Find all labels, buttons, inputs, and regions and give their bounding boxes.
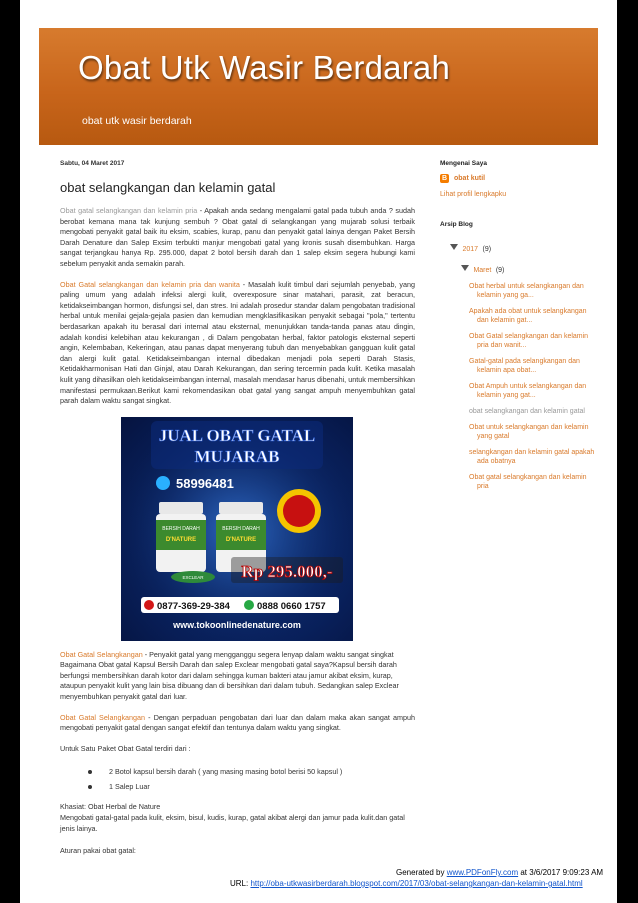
paragraph-text: Mengobati gatal-gatal pada kulit, eksim, bisul, kudis, kurap, gatal akibat alergi dan jamur pada kulit.dan gatal jenis lainya.: [60, 813, 405, 833]
archive-month: [461, 259, 620, 277]
paragraph-text: Bagaimana Obat gatal Kapsul Bersih Darah dan salep Exclear mengobati gatal saya?Kapsul bersih darah berfungsi membersihkan darah kotor dari dalam sehingga kuman bakteri atau jamur akibat eksim, kurap, ataupun penyakit kulit yang lain bisa dibuang dan di bersihkan dari dalam tubuh. Sedangkan salep Exclear menyembuhkan penyakit gatal dari luar.: [60, 660, 399, 702]
paragraph-text: - Masalah kulit timbul dari sejumlah penyebab, yang paling umum yang adalah infeksi alergi kulit, overexposure sinar matahari, parasit, zat beracun, ketidakseimbangan hormon, disfungsi sel, dan stres. Ini adalah prosedur standar dalam pengobatan tradisional herbal untuk menilai gejala-gejala pasien dan kemudian mengklasifikasikan penyakit sebagai "pola," tertentu berdasarkan apakah itu berasal dari internal atau eksternal, menunjukkan tanda-tanda panas atau dingin, adalah kondisi kelebihan atau kekurangan , di Dalam pengobatan herbal, faktor patologis eksternal seperti angin, Kelembaban, Kekeringan, atau panas dapat menyerang tubuh dan menyebabkan gangguan kulit gatal dan alergi kulit gatal. Ketidakseimbangan internal dibedakan menjadi pola seperti Darah Stasis, Ketidakharmonisan Hati dan Ginjal, atau Darah Kekurangan, dan sering tercermin pada kulit. Ketika masalah kulit yang dihasilkan oleh ketidakseimbangan internal, masalah mendasar harus dibenahi, untuk membersihkan manifestasi permukaan.Berikut kami rekomendasikan obat gatal yang sangat ampuh menyembuhkan gatal parah dalam waktu sangat singkat.: [60, 279, 416, 406]
image-phone-2: 0888 0660 1757: [257, 600, 326, 612]
product-photo-graphic: [121, 417, 353, 641]
archive-heading: Arsip Blog: [440, 221, 473, 228]
page: [20, 0, 617, 903]
image-banner-2: MUJARAB: [194, 446, 280, 466]
archive-post-list: [469, 282, 597, 491]
post-date: Sabtu, 04 Maret 2017: [60, 160, 125, 167]
whatsapp-icon: [244, 600, 254, 610]
salve-tube: [171, 571, 215, 583]
bottle-label: BERSIH DARAH: [222, 525, 260, 532]
archive-post-link[interactable]: Obat herbal untuk selangkangan dan kelamin yang ga...: [469, 283, 584, 299]
collapse-arrow-icon[interactable]: [461, 265, 469, 271]
paragraph: [60, 280, 415, 407]
paragraph-text: - Apakah anda sedang mengalami gatal pada tubuh anda ? sudah berobat kemana mana tak kunjung sembuh ? Obat gatal di selangkangan yang mujarab solusi terbaik mengobati penyakit gatal baik itu eksim, scabies, kurap, panu dan penyakit gatal lainya dengan Paket Bersih Darah Denature dan Salep Exsim terbukti manjur mengobati gatal yang kronis susah disembuhkan. Harga sangat terjangkau hanya Rp. 295.000, dapat 2 botol bersih darah dan 1 salep eksim segera hubungi kami sebelum penyakit anda semakin parah.: [60, 206, 415, 268]
paragraph: Aturan pakai obat gatal:: [60, 846, 136, 856]
site-description: obat utk wasir berdarah: [82, 115, 192, 127]
bottle-left: [156, 502, 206, 572]
image-site: www.tokoonlinedenature.com: [173, 619, 301, 630]
generated-line: [396, 868, 603, 877]
post-link[interactable]: Obat Gatal Selangkangan: [60, 649, 143, 659]
post-link[interactable]: Obat gatal selangkangan dan kelamin pria: [60, 206, 198, 215]
profile-link[interactable]: Lihat profil lengkapku: [440, 191, 507, 198]
sidebar: [440, 160, 620, 498]
post-link[interactable]: Obat Gatal selangkangan dan kelamin pria dan wanita: [60, 279, 240, 289]
bottle-label: BERSIH DARAH: [162, 525, 200, 532]
archive-year: [450, 238, 620, 256]
url-line: [230, 879, 583, 888]
paragraph: [60, 713, 415, 734]
main-column: [60, 160, 415, 867]
phone-icon: [144, 600, 154, 610]
paragraph-text: - Dengan perpaduan pengobatan dari luar dan dalam maka akan sangat ampuh mengobati penyakit gatal dengan sangat efektif dan tentunya dalam waktu yang singkat.: [60, 712, 416, 733]
image-phone-top: 58996481: [176, 475, 234, 491]
paragraph: [60, 802, 415, 834]
bottle-brand: D'NATURE: [165, 536, 197, 543]
archive-month-link[interactable]: Maret: [473, 267, 492, 274]
list-item: 2 Botol kapsul bersih darah ( yang masing masing botol berisi 50 kapsul ): [60, 764, 415, 779]
archive-year-count: (9): [482, 246, 492, 253]
collapse-arrow-icon[interactable]: [450, 244, 458, 250]
paragraph: [60, 650, 415, 703]
profile-name[interactable]: obat kutil: [454, 175, 486, 182]
about-heading: Mengenai Saya: [440, 160, 487, 167]
archive-post-link[interactable]: selangkangan dan kelamin gatal apakah ada obatnya: [469, 449, 595, 465]
paragraph-text: Khasiat: Obat Herbal de Nature: [60, 802, 161, 812]
page-url-link[interactable]: http://oba-utkwasirberdarah.blogspot.com/2017/03/obat-selangkangan-dan-kelamin-gatal.html: [250, 879, 583, 888]
footer-text: at 3/6/2017 9:09:23 AM: [518, 868, 604, 877]
bbm-icon: [156, 476, 170, 490]
site-title[interactable]: Obat Utk Wasir Berdarah: [78, 49, 450, 86]
archive-post-link[interactable]: Obat Gatal selangkangan dan kelamin pria dan wanit...: [469, 333, 589, 349]
blogger-icon[interactable]: B: [441, 175, 448, 182]
archive-post-current[interactable]: obat selangkangan dan kelamin gatal: [469, 408, 585, 415]
product-image[interactable]: [121, 417, 353, 641]
footer-text: URL:: [230, 879, 251, 888]
image-price: Rp 295.000,-: [241, 561, 333, 581]
archive-post-link[interactable]: Obat gatal selangkangan dan kelamin pria: [469, 474, 587, 490]
image-banner-1: JUAL OBAT GATAL: [158, 425, 316, 445]
archive-month-count: (9): [495, 267, 505, 274]
tube-label: EXCLEAR: [182, 574, 204, 580]
blog-header: [39, 28, 598, 145]
archive-year-link[interactable]: 2017: [462, 246, 479, 253]
paragraph: Untuk Satu Paket Obat Gatal terdiri dari :: [60, 743, 191, 753]
archive-post-link[interactable]: Gatal-gatal pada selangkangan dan kelamin apa obat...: [469, 358, 580, 374]
image-phone-1: 0877-369-29-384: [157, 600, 230, 612]
package-list: [60, 764, 415, 794]
list-item: 1 Salep Luar: [60, 779, 415, 794]
paragraph: [60, 206, 415, 270]
post-title[interactable]: obat selangkangan dan kelamin gatal: [60, 180, 276, 195]
paragraph-text: - Penyakit gatal yang mengganggu segera lenyap dalam waktu sangat singkat: [142, 649, 394, 659]
archive-post-link[interactable]: Obat Ampuh untuk selangkangan dan kelamin yang gat...: [469, 383, 587, 399]
profile-row: [440, 174, 620, 183]
post-link[interactable]: Obat Gatal Selangkangan: [60, 712, 146, 722]
pdfonfly-link[interactable]: www.PDFonFly.com: [446, 868, 519, 877]
archive-post-link[interactable]: Obat untuk selangkangan dan kelamin yang gatal: [469, 424, 589, 440]
archive-post-link[interactable]: Apakah ada obat untuk selangkangan dan kelamin gat...: [469, 308, 587, 324]
bottle-brand: D'NATURE: [225, 536, 257, 543]
footer-text: Generated by: [396, 868, 447, 877]
